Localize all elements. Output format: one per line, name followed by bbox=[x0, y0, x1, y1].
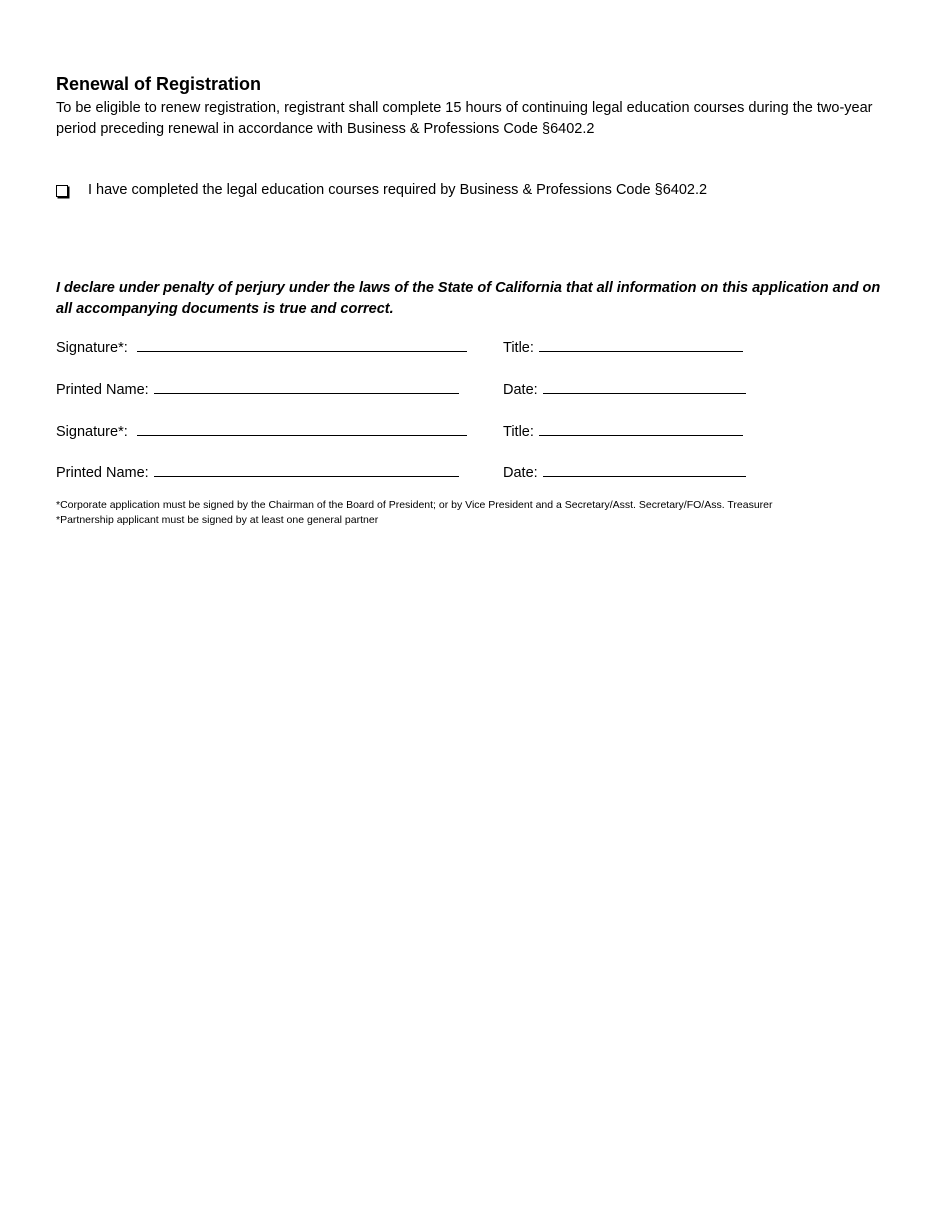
education-checkbox-label: I have completed the legal education courses required by Business & Professions Code §6402.2 bbox=[88, 182, 708, 198]
footnote-partnership: *Partnership applicant must be signed by at least one general partner bbox=[56, 514, 379, 526]
date-label: Date: bbox=[503, 382, 538, 398]
title-field-1[interactable] bbox=[539, 337, 743, 352]
signature-label: Signature*: bbox=[56, 424, 128, 440]
printed-name-field-2[interactable] bbox=[154, 462, 459, 477]
title-label: Title: bbox=[503, 340, 534, 356]
footnote-corporate: *Corporate application must be signed by the Chairman of the Board of President; or by Vice President and a Secretary/Asst. Secretary/FO/Ass. Treasurer bbox=[56, 499, 773, 511]
title-label: Title: bbox=[503, 424, 534, 440]
title-field-2[interactable] bbox=[539, 421, 743, 436]
printed-name-label: Printed Name: bbox=[56, 382, 149, 398]
perjury-declaration: I declare under penalty of perjury under the laws of the State of California that all information on this application and on all accompanying documents is true and correct. bbox=[56, 280, 881, 317]
printed-name-label: Printed Name: bbox=[56, 465, 149, 481]
education-confirmation-row bbox=[56, 180, 707, 201]
date-label: Date: bbox=[503, 465, 538, 481]
signature-label: Signature*: bbox=[56, 340, 128, 356]
signature-field-1[interactable] bbox=[137, 337, 467, 352]
education-checkbox[interactable] bbox=[56, 185, 68, 197]
printed-name-field-1[interactable] bbox=[154, 379, 459, 394]
signature-field-2[interactable] bbox=[137, 421, 467, 436]
section-intro: To be eligible to renew registration, registrant shall complete 15 hours of continuing legal education courses during the two-year period preceding renewal in accordance with Business & Professions Code §6402.2 bbox=[56, 100, 873, 137]
section-title: Renewal of Registration bbox=[56, 74, 262, 94]
form-page bbox=[56, 72, 894, 526]
date-field-1[interactable] bbox=[543, 379, 746, 394]
date-field-2[interactable] bbox=[543, 462, 746, 477]
footnotes bbox=[56, 498, 773, 528]
